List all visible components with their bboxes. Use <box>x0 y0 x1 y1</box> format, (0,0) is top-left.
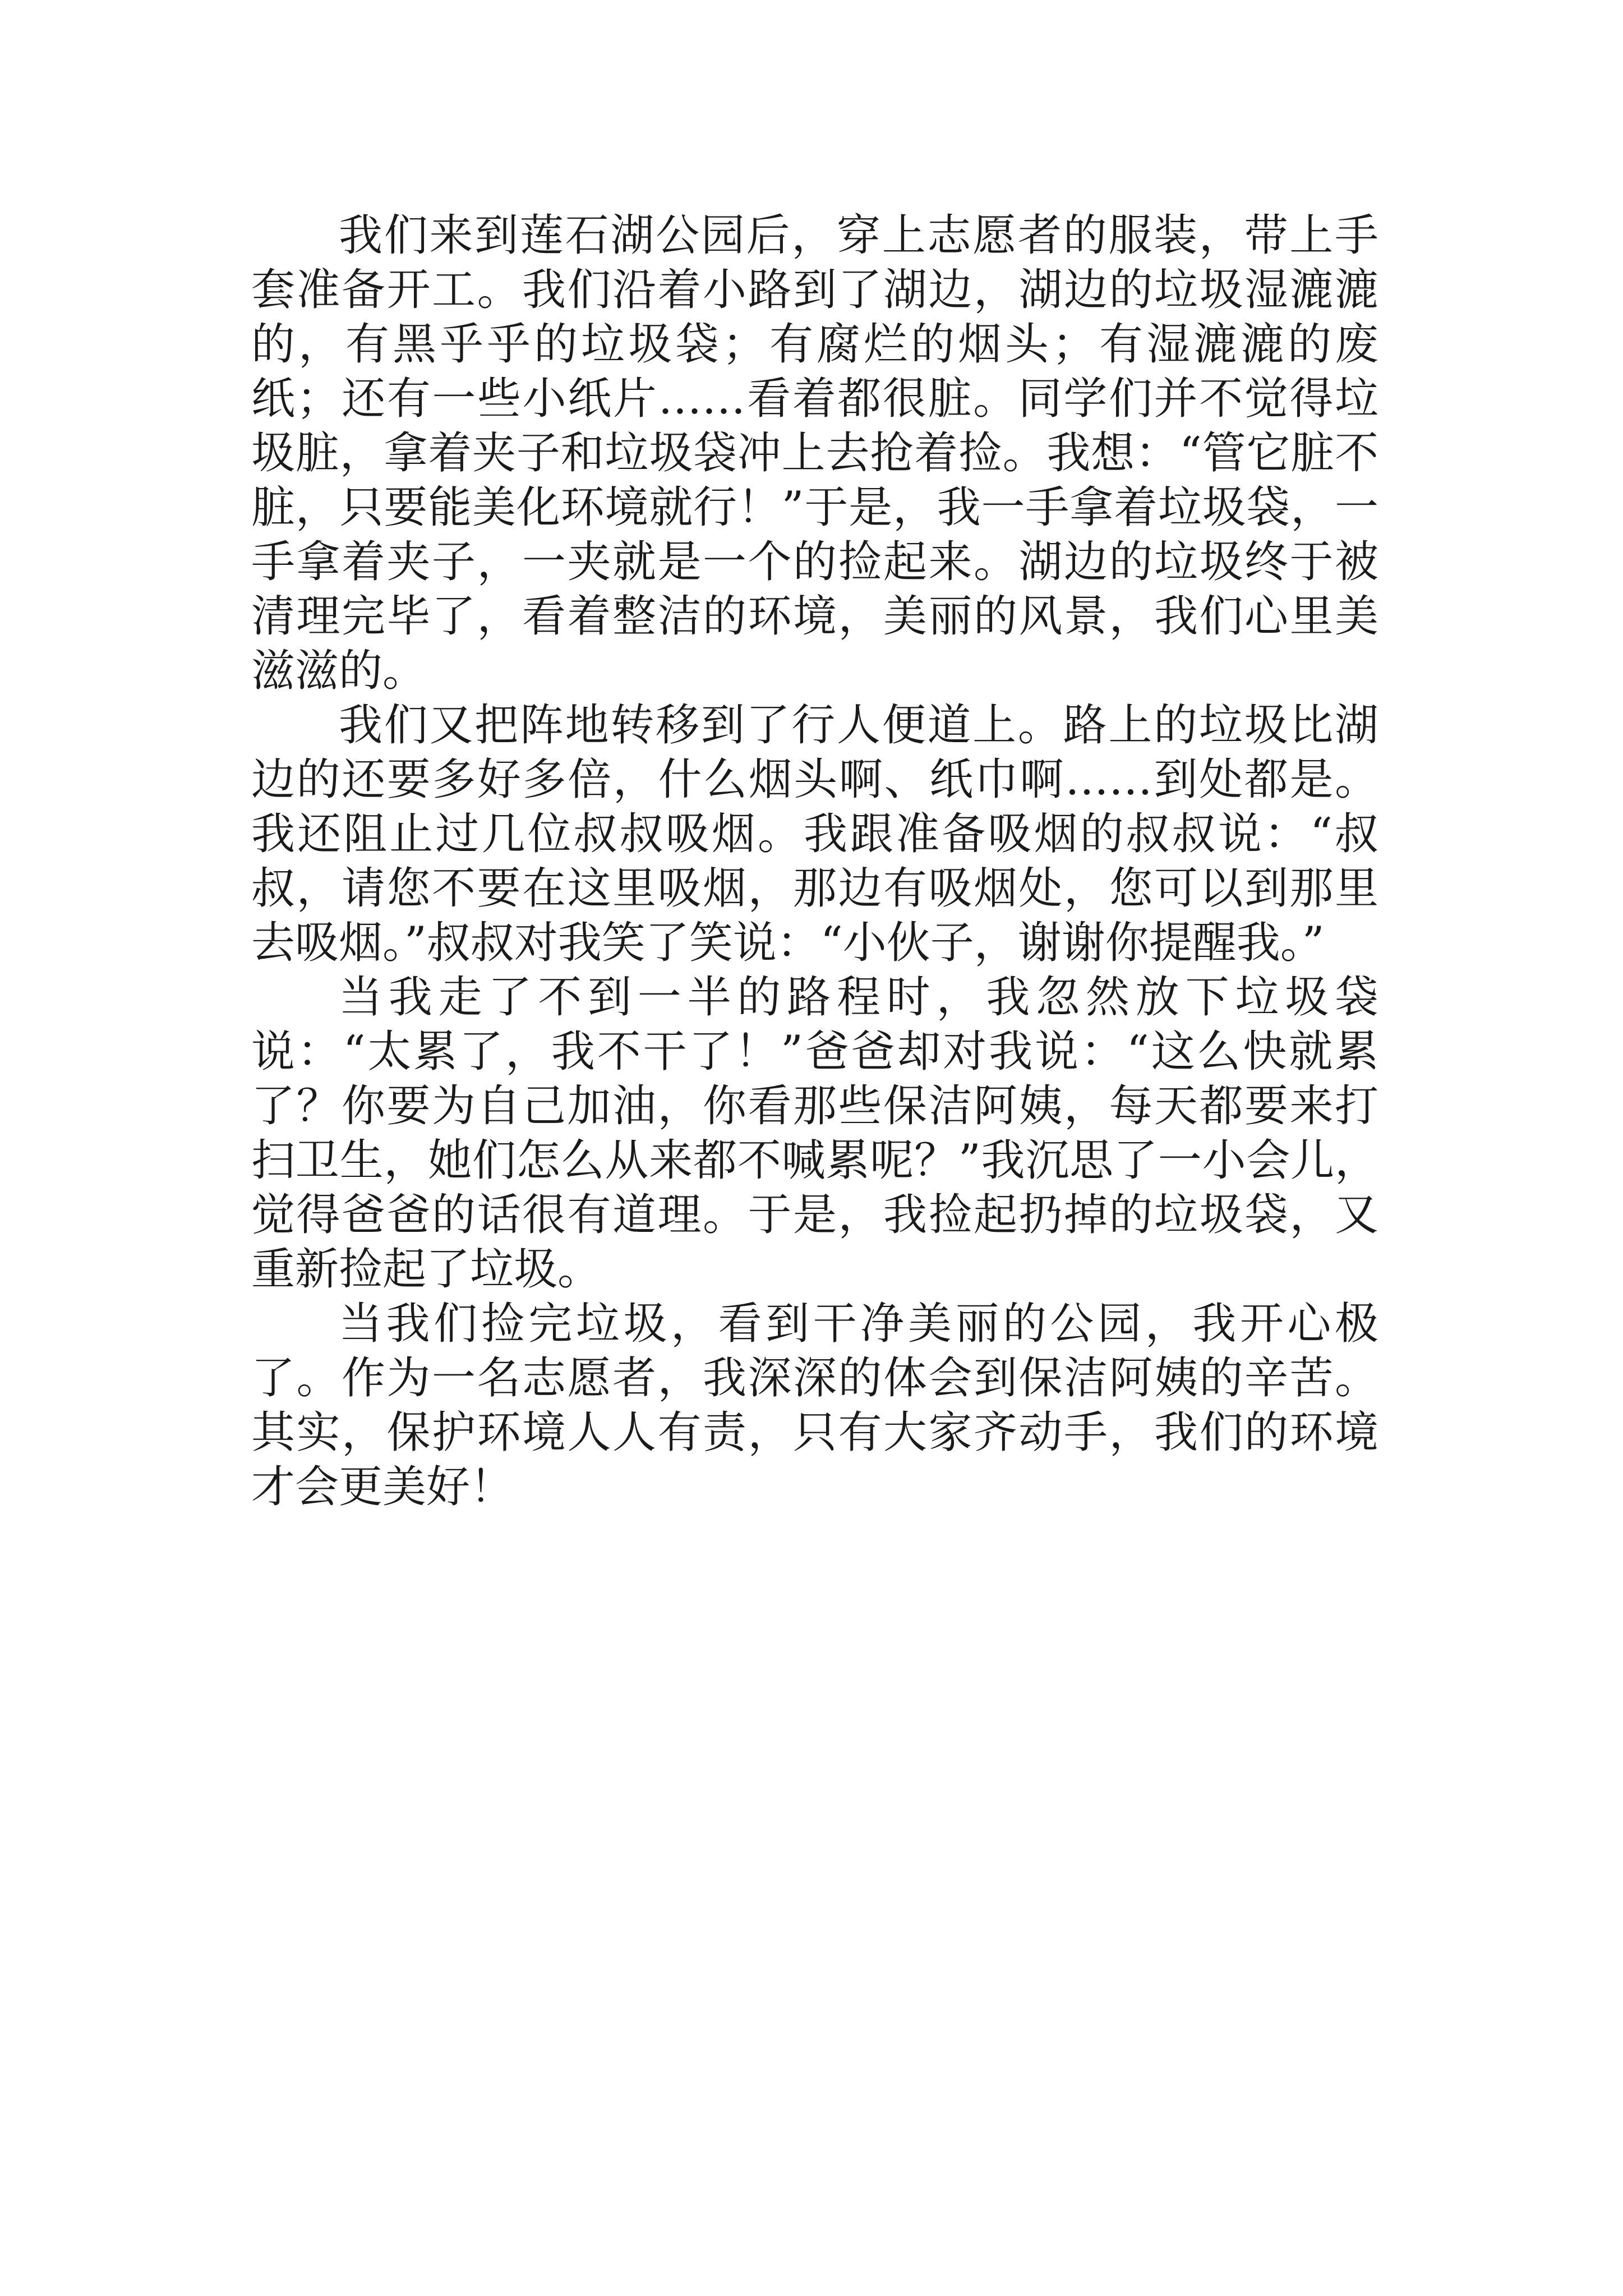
paragraph-4: 当我们捡完垃圾，看到干净美丽的公园，我开心极了。作为一名志愿者，我深深的体会到保洁阿姨的辛苦。其实，保护环境人人有责，只有大家齐动手，我们的环境才会更美好！ <box>251 1299 1378 1512</box>
paragraph-3: 当我走了不到一半的路程时，我忽然放下垃圾袋说：“太累了，我不干了！”爸爸却对我说：“这么快就累了？你要为自己加油，你看那些保洁阿姨，每天都要来打扫卫生，她们怎么从来都不喊累呢？”我沉思了一小会儿，觉得爸爸的话很有道理。于是，我捡起扔掉的垃圾袋，又重新捡起了垃圾。 <box>251 972 1378 1295</box>
paragraph-2: 我们又把阵地转移到了行人便道上。路上的垃圾比湖边的还要多好多倍，什么烟头啊、纸巾啊……到处都是。我还阻止过几位叔叔吸烟。我跟准备吸烟的叔叔说：“叔叔，请您不要在这里吸烟，那边有吸烟处，您可以到那里去吸烟。”叔叔对我笑了笑说：“小伙子，谢谢你提醒我。” <box>251 700 1378 968</box>
document-body <box>251 209 1378 1515</box>
paragraph-1: 我们来到莲石湖公园后，穿上志愿者的服装，带上手套准备开工。我们沿着小路到了湖边，湖边的垃圾湿漉漉的，有黑乎乎的垃圾袋；有腐烂的烟头；有湿漉漉的废纸；还有一些小纸片……看着都很脏。同学们并不觉得垃圾脏，拿着夹子和垃圾袋冲上去抢着捡。我想：“管它脏不脏，只要能美化环境就行！”于是，我一手拿着垃圾袋，一手拿着夹子，一夹就是一个的捡起来。湖边的垃圾终于被清理完毕了，看着整洁的环境，美丽的风景，我们心里美滋滋的。 <box>251 210 1378 696</box>
